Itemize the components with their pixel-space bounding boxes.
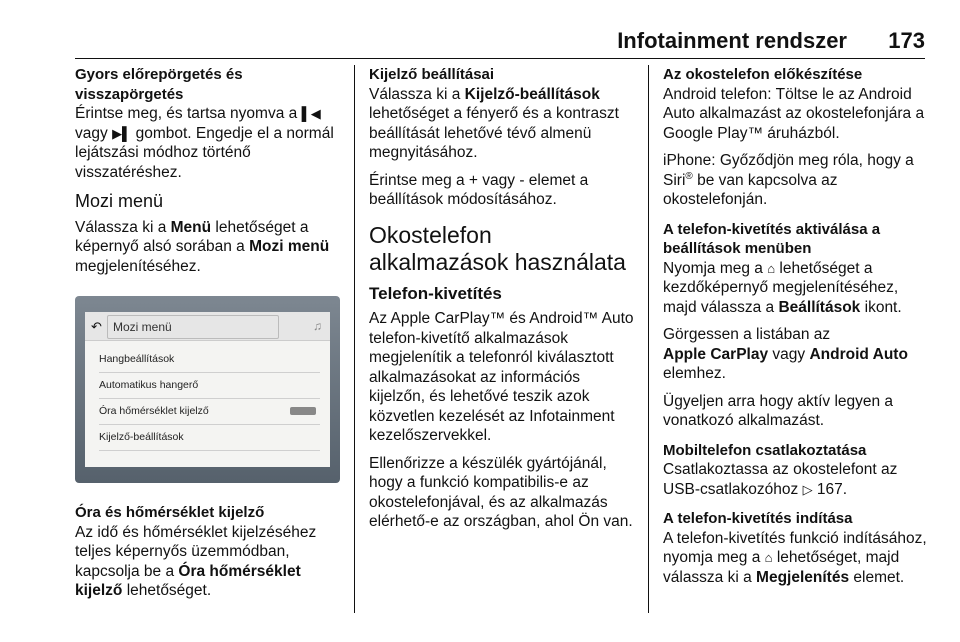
column-divider (648, 65, 649, 613)
activate-text: Nyomja meg a ⌂ lehetőséget a kezdőképernyő megjelenítéséhez, majd válassza a Beállítások ikont. (663, 259, 902, 316)
screen-titlebar (85, 312, 330, 341)
heading-prepare: Az okostelefon előkészítése (663, 66, 863, 83)
column-right (663, 65, 928, 595)
rewind-text: Érintse meg, és tartsa nyomva a ▌◀ vagy ▶▌ gombot. Engedje el a normál lejátszási módhoz történő visszatéréshez. (75, 105, 334, 181)
activate-text-2: Görgessen a listában az Apple CarPlay vagy Android Auto elemhez. (663, 326, 908, 382)
start-text: A telefon-kivetítés funkció indításához, nyomja meg a ⌂ lehetőséget, majd válassza ki a Megjelenítés elemet. (663, 529, 927, 586)
heading-connect: Mobiltelefon csatlakoztatása (663, 441, 867, 459)
music-note-icon: ♫ (313, 319, 322, 333)
page-number: 173 (888, 28, 925, 53)
display-text: Válassza ki a Kijelző-beállítások lehetőséget a fényerő és a kontraszt beállítását lehetővé tévő almenü megnyitásához. (369, 85, 619, 161)
screen-title: Mozi menü (113, 320, 172, 334)
connect-text: Csatlakoztassa az okostelefont az USB-csatlakozóhoz ▷ 167. (663, 461, 898, 498)
back-arrow-icon: ↶ (91, 319, 102, 334)
movie-text: Válassza ki a Menü lehetőséget a képernyő alsó sorában a Mozi menü megjelenítéséhez. (75, 218, 330, 275)
home-icon: ⌂ (767, 260, 776, 276)
page-header (75, 28, 925, 58)
heading-smartphone-apps: Okostelefon alkalmazások használata (369, 221, 626, 275)
prepare-text-2: iPhone: Győződjön meg róla, hogy a Siri® be van kapcsolva az okostelefonján. (663, 152, 914, 208)
page-title: Infotainment rendszer (617, 28, 847, 53)
projection-text-2: Ellenőrizze a készülék gyártójánál, hogy a funkció kompatibilis-e az okostelefonjával, és az alkalmazás elérhető-e az országban, ahol Ön van. (369, 454, 633, 530)
header-divider (75, 58, 925, 59)
heading-clock: Óra és hőmérséklet kijelző (75, 504, 265, 521)
screen-row-clock: Óra hőmérséklet kijelző (99, 398, 320, 425)
clock-text: Az idő és hőmérséklet kijelzéséhez teljes képernyős üzemmódban, kapcsolja be a Óra hőmérséklet kijelző lehetőséget. (75, 523, 317, 599)
projection-text: Az Apple CarPlay™ és Android™ Auto telefon-kivetítő alkalmazások megjelenítik a telefonról kiválasztott alkalmazásokat az információs kijelzőn, és lehetővé teszik azok közvetlen kezelését az Infotainment kezelőszervekkel. (369, 310, 634, 444)
heading-movie-menu: Mozi menü (75, 191, 164, 211)
activate-text-3: Ügyeljen arra hogy aktív legyen a vonatkozó alkalmazást. (663, 392, 894, 429)
prepare-text: Android telefon: Töltse le az Android Auto alkalmazást az okostelefonjára a Google Play™ áruházból. (663, 85, 925, 142)
heading-rewind: Gyors előrepörgetés és visszapörgetés (75, 66, 243, 103)
skip-back-icon: ▌◀ (301, 106, 321, 121)
skip-forward-icon: ▶▌ (112, 125, 132, 141)
heading-activate: A telefon-kivetítés aktiválása a beállítások menüben (663, 220, 881, 257)
screen-row: Automatikus hangerő (99, 372, 320, 399)
display-text-2: Érintse meg a + vagy - elemet a beállítások módosításához. (369, 171, 589, 208)
screen-row: Kijelző-beállítások (99, 424, 320, 451)
home-icon: ⌂ (764, 550, 773, 565)
column-left (75, 65, 340, 609)
page-reference-icon: ▷ (802, 481, 813, 497)
screenshot-movie-menu (75, 296, 340, 483)
column-divider (354, 65, 355, 613)
screen-row: Hangbeállítások (99, 346, 320, 373)
column-middle (369, 65, 634, 540)
heading-display-settings: Kijelző beállításai (369, 66, 495, 83)
heading-projection: Telefon-kivetítés (369, 283, 502, 303)
screen-panel (85, 312, 330, 467)
heading-start: A telefon-kivetítés indítása (663, 510, 853, 527)
toggle-switch (290, 407, 316, 415)
